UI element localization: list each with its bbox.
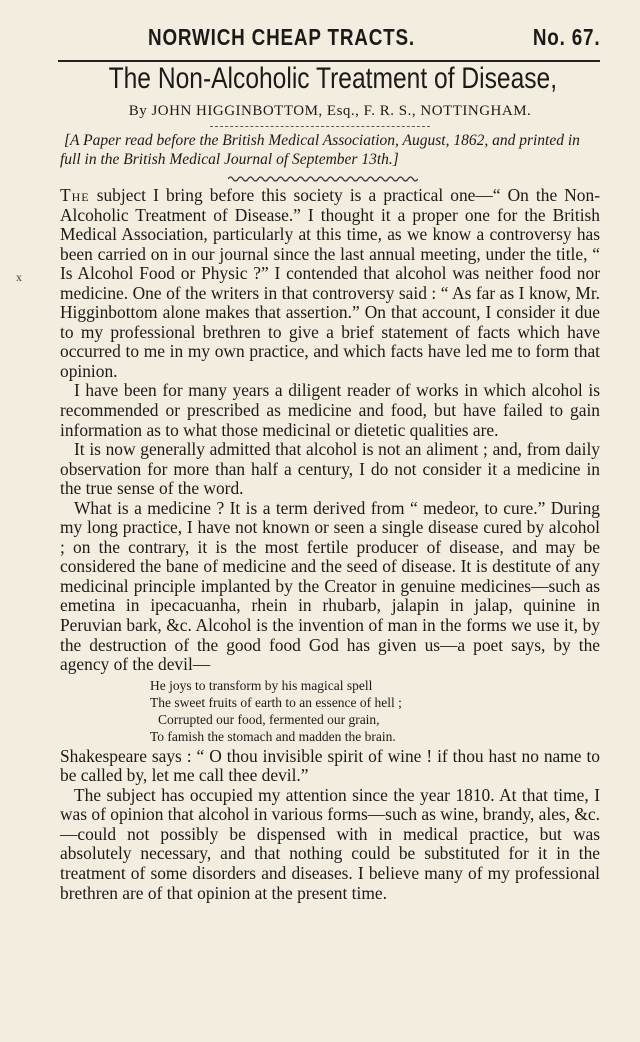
margin-mark: x xyxy=(16,270,22,284)
publication-note: [A Paper read before the British Medical Association, August, 1862, and printed in full in the British Medical Journal of September 13th.] xyxy=(60,132,580,168)
poem-line: Corrupted our food, fermented our grain, xyxy=(158,711,380,727)
page-title: The Non-Alcoholic Treatment of Disease, xyxy=(108,62,558,95)
page-header xyxy=(60,24,600,51)
paragraph-6: The subject has occupied my attention since the year 1810. At that time, I was of opinion that alcohol in various forms—such as wine, brandy, ales, &c.—could not possibly be dispensed with in medical practice, but was absolutely necessary, and that nothing could be substituted for it in the treatment of some disorders and diseases. I believe many of my professional brethren are of that opinion at the present time. xyxy=(60,784,600,903)
article-body xyxy=(60,186,600,903)
poem-line: The sweet fruits of earth to an essence of hell ; xyxy=(150,694,402,710)
lead-word: The xyxy=(60,185,90,205)
dotted-divider xyxy=(210,126,430,127)
paragraph-1 xyxy=(60,186,600,381)
wavy-divider xyxy=(228,175,418,183)
series-title: NORWICH CHEAP TRACTS. xyxy=(148,24,415,50)
author-line: By JOHN HIGGINBOTTOM, Esq., F. R. S., NOTTINGHAM. xyxy=(128,103,532,119)
paragraph-text: subject I bring before this society is a practical one—“ On the Non-Alcoholic Treatment of Disease.” I thought it a proper one for the British Medical Association, particularly at this time, as we know a controversy has been carried on in our journal since the last annual meeting, under the title, “ Is Alcohol Food or Physic ?” I contended that alcohol was neither food nor medicine. One of the writers in that controversy said : “ As far as I know, Mr. Higginbottom alone makes that assertion.” On that account, I consider it due to my professional brethren to give a brief statement of facts which have occurred to me in my own practice, and which facts have led me to form that opinion. xyxy=(60,185,600,381)
paragraph-3: It is now generally admitted that alcohol is not an aliment ; and, from daily observation for more than half a century, I do not consider it a medicine in the true sense of the word. xyxy=(60,439,600,499)
paragraph-2: I have been for many years a diligent reader of works in which alcohol is recommended or prescribed as medicine and food, but have failed to gain information as to what those medicinal or dietetic qualities are. xyxy=(60,380,600,440)
paragraph-5: Shakespeare says : “ O thou invisible spirit of wine ! if thou hast no name to be called by, let me call thee devil.” xyxy=(60,745,600,786)
poem-line: He joys to transform by his magical spell xyxy=(150,677,373,693)
tract-number: No. 67. xyxy=(532,24,600,50)
poem-quote xyxy=(150,677,600,745)
poem-line: To famish the stomach and madden the brain. xyxy=(150,728,396,744)
paragraph-4: What is a medicine ? It is a term derived from “ medeor, to cure.” During my long practice, I have not known or seen a single disease cured by alcohol ; on the contrary, it is the most fertile producer of disease, and may be considered the bane of medicine and the seed of disease. It is destitute of any medicinal principle implanted by the Creator in genuine medicines—such as emetina in ipecacuanha, rhein in rhubarb, jalapin in jalap, quinine in Peruvian bark, &c. Alcohol is the invention of man in the forms we use it, by the destruction of the good food God has given us—a poet says, by the agency of the devil— xyxy=(60,497,600,675)
